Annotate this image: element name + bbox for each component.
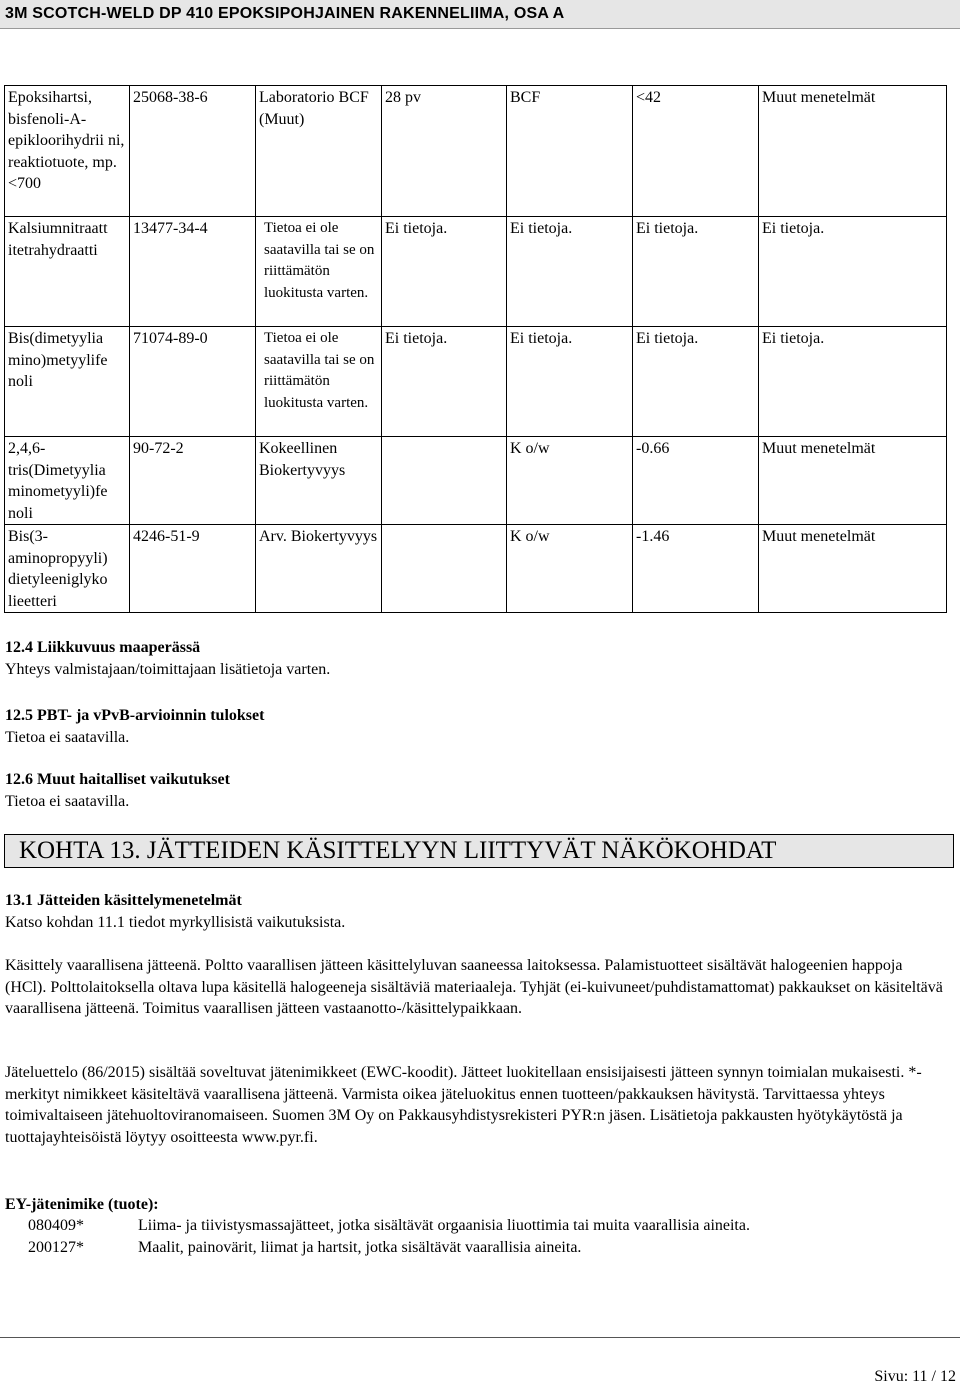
cas-number: 13477-34-4 [130, 217, 256, 327]
section-text: Yhteys valmistajaan/toimittajaan lisätietoja varten. [5, 660, 331, 678]
test-value: <42 [633, 86, 759, 217]
table-row [5, 86, 947, 217]
cas-number: 4246-51-9 [130, 525, 256, 613]
section-text: Tietoa ei saatavilla. [5, 728, 130, 746]
table-row [5, 217, 947, 327]
table-row [5, 327, 947, 437]
substance-name: Bis(3-aminopropyyli) dietyleeniglyko lieetteri [5, 525, 130, 613]
section-heading: 12.6 Muut haitalliset vaikutukset [5, 771, 230, 788]
ewc-item [28, 1237, 581, 1259]
endpoint: BCF [507, 86, 633, 217]
test-duration [382, 437, 507, 525]
section-heading: 12.4 Liikkuvuus maaperässä [5, 639, 201, 656]
test-duration: Ei tietoja. [382, 217, 507, 327]
cas-number: 90-72-2 [130, 437, 256, 525]
test-value: -0.66 [633, 437, 759, 525]
test-type: Tietoa ei ole saatavilla tai se on riittämätön luokitusta varten. [256, 217, 382, 327]
table-row [5, 437, 947, 525]
test-type: Tietoa ei ole saatavilla tai se on riittämätön luokitusta varten. [256, 327, 382, 437]
section-heading: EY-jätenimike (tuote): [5, 1196, 159, 1213]
endpoint: K o/w [507, 437, 633, 525]
page-number: Sivu: 11 / 12 [874, 1368, 956, 1385]
endpoint: K o/w [507, 525, 633, 613]
section-12-4 [5, 637, 330, 680]
section-12-5 [5, 705, 264, 748]
waste-list-paragraph: Jäteluettelo (86/2015) sisältää soveltuvat jätenimikkeet (EWC-koodit). Jätteet luokitellaan ensisijaisesti jätteen synnyn toimialan mukaisesti. *-merkityt nimikkeet käsiteltävä vaarallisena jätteenä. Varmista oikea jäteluokitus ennen tuotteen/pakkauksen hävitystä. Tarvittaessa yhteys toimivaltaiseen jätehuoltoviranomaiseen. Suomen 3M Oy on Pakkausyhdistysrekisteri PYR:n jäsen. Lisätietoja pakkausten hyötykäytöstä ja tuottajayhteisöistä löytyy osoitteesta www.pyr.fi. [5, 1064, 922, 1146]
table-row [5, 525, 947, 613]
bioaccumulation-table [4, 85, 947, 613]
disposal-paragraph: Käsittely vaarallisena jätteenä. Poltto vaarallisen jätteen käsittelyluvan saaneessa laitoksessa. Palamistuotteet sisältävät halogeenien happoja (HCl). Polttolaitoksella oltava lupa käsitellä halogeeneja sisältäviä materiaaleja. Tyhjät (ei-kuivuneet/puhdistamattomat) pakkaukset on käsiteltävä vaarallisena jätteenä. Toimitus vaarallisen jätteen vastaanotto-/käsittelypaikkaan. [5, 957, 943, 1017]
document-title: 3M SCOTCH-WELD DP 410 EPOKSIPOHJAINEN RAKENNELIIMA, OSA A [5, 5, 565, 22]
ewc-code: 080409* [28, 1217, 84, 1234]
section-text: Tietoa ei saatavilla. [5, 792, 130, 810]
test-duration: 28 pv [382, 86, 507, 217]
ewc-description: Liima- ja tiivistysmassajätteet, jotka sisältävät orgaanisia liuottimia tai muita vaarallisia aineita. [138, 1217, 750, 1234]
ewc-code: 200127* [28, 1239, 84, 1256]
test-type: Arv. Biokertyvyys [256, 525, 382, 613]
section-heading: 13.1 Jätteiden käsittelymenetelmät [5, 892, 242, 909]
substance-name: Kalsiumnitraatt itetrahydraatti [5, 217, 130, 327]
test-value: -1.46 [633, 525, 759, 613]
test-type: Kokeellinen Biokertyvyys [256, 437, 382, 525]
document-header [0, 0, 960, 29]
test-method: Muut menetelmät [759, 525, 947, 613]
cas-number: 71074-89-0 [130, 327, 256, 437]
footer-divider [0, 1337, 960, 1338]
test-value: Ei tietoja. [633, 217, 759, 327]
test-method: Ei tietoja. [759, 217, 947, 327]
section-12-6 [5, 769, 230, 812]
test-value: Ei tietoja. [633, 327, 759, 437]
section-13-banner [4, 834, 954, 868]
ewc-description: Maalit, painovärit, liimat ja hartsit, jotka sisältävät vaarallisia aineita. [138, 1239, 582, 1256]
test-method: Muut menetelmät [759, 86, 947, 217]
endpoint: Ei tietoja. [507, 327, 633, 437]
section-heading: 12.5 PBT- ja vPvB-arvioinnin tulokset [5, 707, 265, 724]
section-text: Katso kohdan 11.1 tiedot myrkyllisistä vaikutuksista. [5, 913, 346, 931]
substance-name: 2,4,6-tris(Dimetyylia minometyyli)fe noli [5, 437, 130, 525]
endpoint: Ei tietoja. [507, 217, 633, 327]
section-13-1 [5, 890, 345, 933]
substance-name: Epoksihartsi, bisfenoli-A-epikloorihydrii ni, reaktiotuote, mp.<700 [5, 86, 130, 217]
test-method: Ei tietoja. [759, 327, 947, 437]
ewc-heading [5, 1194, 159, 1216]
test-duration: Ei tietoja. [382, 327, 507, 437]
cas-number: 25068-38-6 [130, 86, 256, 217]
test-type: Laboratorio BCF (Muut) [256, 86, 382, 217]
test-duration [382, 525, 507, 613]
section-13-title: KOHTA 13. JÄTTEIDEN KÄSITTELYYN LIITTYVÄT NÄKÖKOHDAT [19, 837, 777, 864]
substance-name: Bis(dimetyylia mino)metyylife noli [5, 327, 130, 437]
ewc-item [28, 1215, 750, 1237]
test-method: Muut menetelmät [759, 437, 947, 525]
